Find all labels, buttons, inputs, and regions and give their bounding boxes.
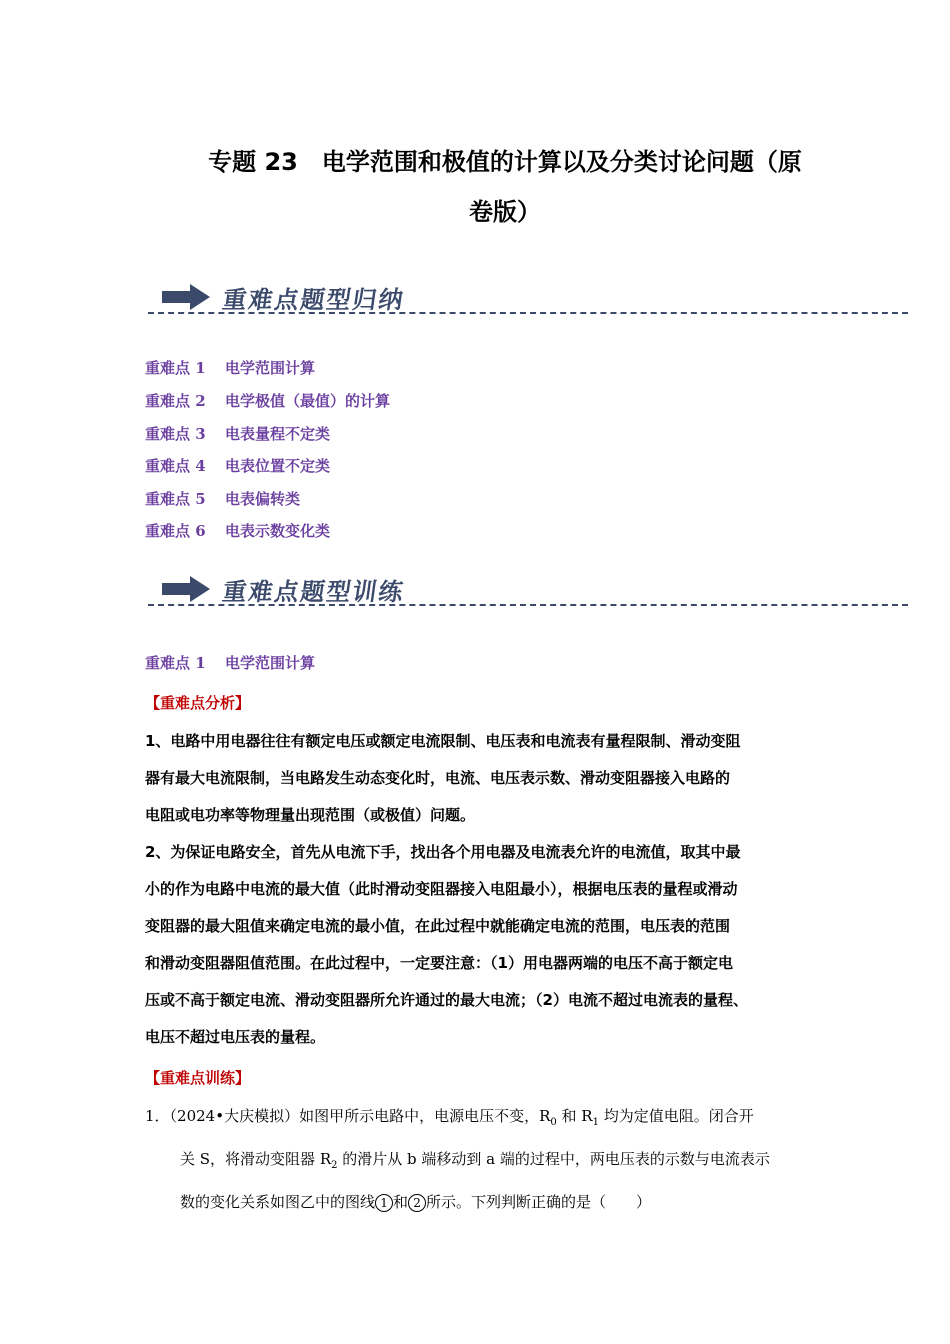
page-title-line-2: 卷版）	[469, 198, 541, 226]
analysis-heading: 【重难点分析】	[145, 694, 251, 712]
section-heading: 重难点 1 电学范围计算	[145, 654, 316, 672]
circled-number: 2	[408, 1194, 426, 1212]
training-banner-text: 重难点题型训练	[220, 577, 407, 606]
arrow-icon	[162, 284, 210, 310]
summary-banner-text: 重难点题型归纳	[220, 285, 407, 314]
arrow-icon	[162, 576, 210, 602]
toc-item[interactable]: 重难点 1 电学范围计算	[145, 359, 316, 377]
divider	[148, 312, 908, 314]
training-banner	[148, 570, 908, 610]
question-1: 1．（2024•大庆模拟）如图甲所示电路中，电源电压不变，$R_0$ 和 $R_1$ 均为定值电阻。闭合开 关 S，将滑动变阻器 $R_2$ 的滑片从 b 端移动到 a 端的过程中，两电压表的示数与电流表示 数的变化关系如图乙中的图线 1 和 2 所示。下列判断正确的是（ ）	[145, 1107, 770, 1211]
toc-item[interactable]: 重难点 6 电表示数变化类	[145, 522, 331, 540]
analysis-paragraph-2: 2、为保证电路安全，首先从电流下手，找出各个用电器及电流表允许的电流值，取其中最 小的作为电路中电流的最大值（此时滑动变阻器接入电阻最小），根据电压表的量程或滑动 变阻器的最大阻值来确定电流的最小值，在此过程中就能确定电流的范围，电压表的范围 和滑动变阻器阻值范围。在此过程中，一定要注意：（1）用电器两端的电压不高于额定电 压或不高于额定电流、滑动变阻器所允许通过的最大电流；（2）电流不超过电流表的量程、 电压不超过电压表的量程。	[145, 843, 748, 1046]
training-heading: 【重难点训练】	[145, 1069, 251, 1087]
divider	[148, 604, 908, 606]
toc-item[interactable]: 重难点 4 电表位置不定类	[145, 457, 331, 475]
summary-banner	[148, 278, 908, 318]
toc-item[interactable]: 重难点 3 电表量程不定类	[145, 425, 331, 443]
analysis-paragraph-1: 1、电路中用电器往往有额定电压或额定电流限制、电压表和电流表有量程限制、滑动变阻 器有最大电流限制，当电路发生动态变化时，电流、电压表示数、滑动变阻器接入电路的 电阻或电功率等物理量出现范围（或极值）问题。	[145, 732, 741, 824]
toc-item[interactable]: 重难点 2 电学极值（最值）的计算	[145, 392, 391, 410]
toc-item[interactable]: 重难点 5 电表偏转类	[145, 490, 301, 508]
circled-number: 1	[375, 1194, 393, 1212]
page-title-line-1: 专题 23 电学范围和极值的计算以及分类讨论问题（原	[208, 148, 802, 176]
